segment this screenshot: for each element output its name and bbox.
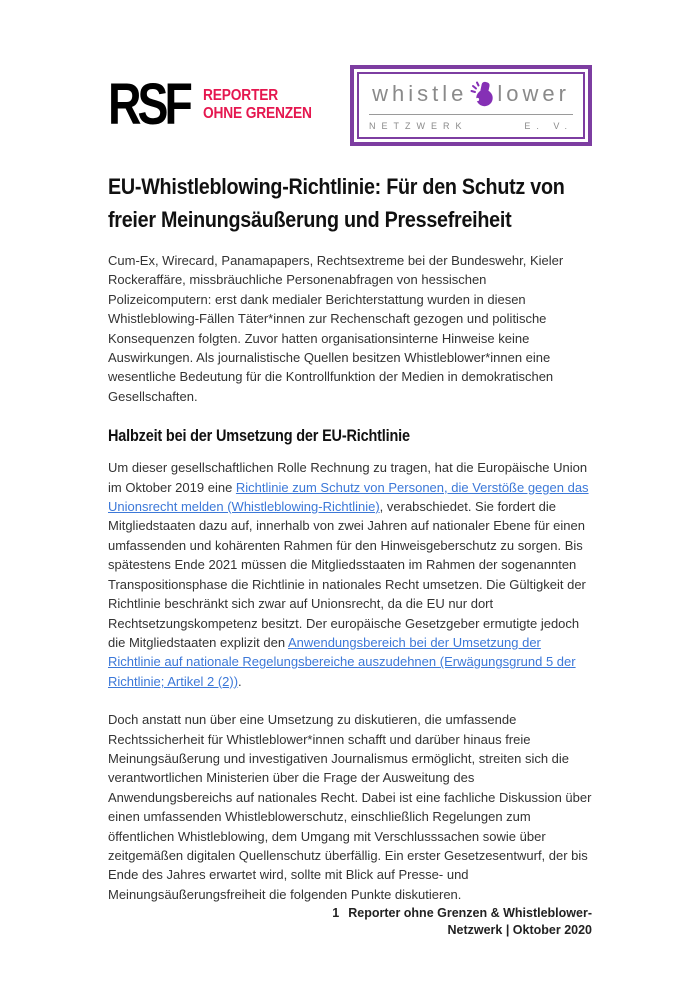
page-number: 1: [332, 906, 340, 920]
footer-date-line: Netzwerk | Oktober 2020: [447, 922, 592, 937]
rsf-logo: [108, 72, 330, 137]
inline-link[interactable]: Anwendungsbereich bei der Umsetzung der Richtlinie auf nationale Regelungsbereiche auszudehnen (Erwägungsgrund 5 der Richtlinie; Artikel 2 (2)): [108, 634, 576, 689]
ev-label: E. V.: [524, 120, 573, 131]
rsf-monogram: RSF: [108, 72, 189, 137]
header-logos: [108, 62, 592, 148]
rsf-wordmark: [203, 87, 312, 123]
rsf-wordmark-line2: OHNE GRENZEN: [203, 105, 312, 122]
footer-line1: [332, 905, 592, 922]
paragraph-umsetzung: [108, 458, 592, 691]
page-title: EU-Whistleblowing-Richtlinie: Für den Schutz von freier Meinungsäußerung und Pressefreiheit: [108, 174, 565, 232]
whistleblower-logo: [350, 65, 592, 146]
whistleblower-netzwerk-line: [369, 120, 573, 132]
whistleblower-word-left: whistle: [372, 80, 468, 106]
whistleblower-wordmark: [369, 80, 573, 108]
whistleblower-logo-divider: [369, 114, 573, 115]
paragraph-text: .: [238, 673, 242, 689]
inline-link[interactable]: Richtlinie zum Schutz von Personen, die Verstöße gegen das Unionsrecht melden (Whistleblowing-Richtlinie): [108, 479, 589, 515]
paragraph-diskussion: Doch anstatt nun über eine Umsetzung zu diskutieren, die umfassende Rechtssicherheit für Whistleblower*innen schafft und darüber hinaus freie Meinungsäußerung und investigativen Journalismus ermöglicht, streiten sich die verantwortlichen Ministerien über die Frage der Ausweitung des Anwendungsbereichs auf nationales Recht. Dabei ist eine fachliche Diskussion über einen umfassenden Whistleblowerschutz, einschließlich Regelungen zum öffentlichen Whistleblowing, dem Umgang mit Verschlusssachen sowie über zeitgemäßen digitalen Quellenschutz überfällig. Ein erster Gesetzesentwurf, der bis Ende des Jahres erwartet wird, sollte mit Blick auf Presse- und Meinungsäußerungsfreiheit die folgenden Punkte diskutieren.: [108, 712, 592, 902]
section-heading: Halbzeit bei der Umsetzung der EU-Richtlinie: [108, 427, 410, 446]
intro-paragraph: Cum-Ex, Wirecard, Panamapapers, Rechtsextreme bei der Bundeswehr, Kieler Rockeraffäre, missbräuchliche Personenabfragen von hessischen Polizeicomputern: erst dank medialer Berichterstattung wurden in diesen Whistleblowing-Fällen Täter*innen zur Rechenschaft gezogen und politische Konsequenzen folgten. Zuvor hatten organisationsinterne Hinweise keine Auswirkungen. Als journalistische Quellen besitzen Whistleblower*innen eine wesentliche Bedeutung für die Kontrollfunktion der Medien in demokratischen Gesellschaften.: [108, 253, 564, 404]
paragraph-text: , verabschiedet. Sie fordert die Mitgliedstaaten dazu auf, innerhalb von zwei Jahren auf nationaler Ebene für einen umfassenden und kohärenten Rahmen für den Hinweisgeberschutz zu sorgen. Bis spätestens Ende 2021 müssen die Mitgliedsstaaten im Rahmen der sogenannten Transpositionsphase die Richtlinie in nationales Recht umsetzen. Die Gültigkeit der Richtlinie beschränkt sich zwar auf Unionsrecht, da die EU nur dort Rechtsetzungskompetenz besitzt. Der europäische Gesetzgeber ermutigte jedoch die Mitgliedstaaten explizit den: [108, 499, 586, 650]
paragraph-text: Um dieser gesellschaftlichen Rolle Rechnung zu tragen, hat die Europäische Union im Oktober 2019 eine: [108, 460, 588, 495]
whistleblower-logo-frame: [357, 72, 585, 139]
whistle-icon: [470, 80, 496, 108]
page-footer: [332, 905, 592, 938]
rsf-wordmark-line1: REPORTER: [203, 87, 279, 104]
whistleblower-word-right: lower: [497, 80, 570, 106]
footer-org-line: Reporter ohne Grenzen & Whistleblower-: [348, 906, 592, 920]
netzwerk-label: NETZWERK: [369, 120, 468, 131]
